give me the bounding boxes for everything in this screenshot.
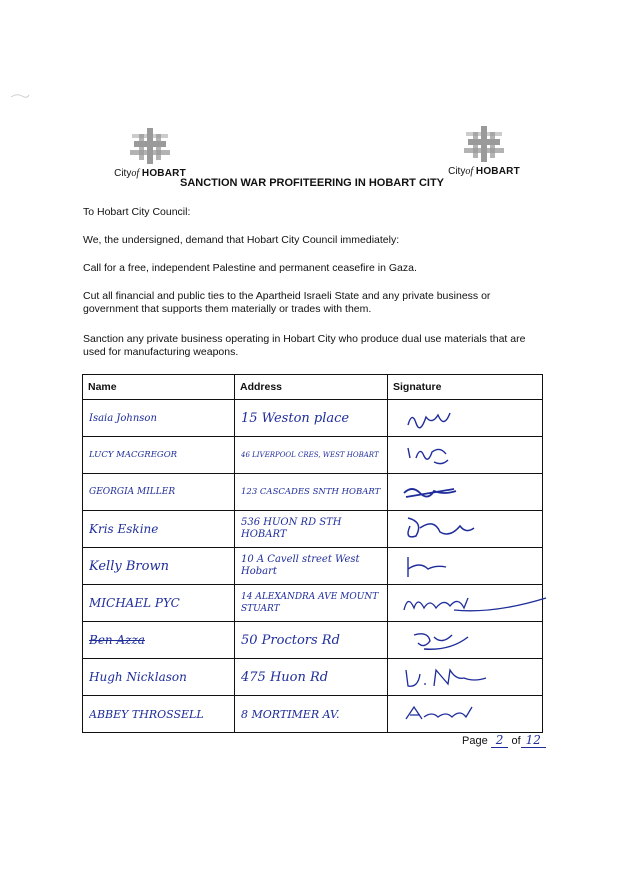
of-label: of	[511, 735, 521, 747]
page-number: 2	[491, 733, 509, 748]
signer-address: 123 CASCADES SNTH HOBART	[241, 486, 381, 497]
logo-caption: Cityof HOBART	[448, 166, 520, 177]
column-header-address: Address	[235, 375, 388, 400]
handwritten-signature	[394, 625, 534, 655]
signer-address: 475 Huon Rd	[241, 669, 329, 685]
petition-title: SANCTION WAR PROFITEERING IN HOBART CITY	[180, 177, 444, 189]
handwritten-signature	[394, 403, 534, 433]
intro-text: We, the undersigned, demand that Hobart City Council immediately:	[83, 234, 400, 246]
table-row	[83, 548, 543, 585]
signer-name: Kelly Brown	[89, 558, 169, 574]
handwritten-signature	[394, 440, 534, 470]
signer-name: MICHAEL PYC	[89, 596, 180, 610]
signer-name: Isaia Johnson	[89, 412, 157, 424]
handwritten-signature	[394, 588, 548, 618]
signer-address: 50 Proctors Rd	[241, 632, 340, 648]
handwritten-signature	[394, 514, 534, 544]
signer-name: Hugh Nicklason	[89, 670, 187, 684]
table-row	[83, 400, 543, 437]
salutation: To Hobart City Council:	[83, 206, 191, 218]
city-of-hobart-logo	[100, 128, 200, 179]
signature-table	[82, 374, 543, 733]
table-row	[83, 437, 543, 474]
hobart-grid-icon	[464, 126, 504, 162]
hobart-grid-icon	[130, 128, 170, 164]
signer-name: Kris Eskine	[89, 522, 159, 536]
signer-address: 46 LIVERPOOL CRES, WEST HOBART	[241, 451, 379, 459]
signer-name: ABBEY THROSSELL	[89, 707, 204, 721]
signer-name: GEORGIA MILLER	[89, 487, 176, 497]
table-row	[83, 659, 543, 696]
page-label: Page	[462, 735, 488, 747]
column-header-signature: Signature	[388, 375, 543, 400]
column-header-name: Name	[83, 375, 235, 400]
signer-address: 15 Weston place	[241, 410, 350, 426]
demand-cut-ties: Cut all financial and public ties to the Apartheid Israeli State and any private business or government that supports them materially or trades with them.	[83, 290, 491, 315]
handwritten-signature	[394, 551, 534, 581]
signer-address: 10 A Cavell street West Hobart	[241, 554, 360, 577]
signer-address: 536 HUON RD STH HOBART	[241, 517, 342, 540]
page-indicator	[462, 733, 546, 748]
table-row	[83, 585, 543, 622]
table-header-row	[83, 375, 543, 400]
demand-ceasefire: Call for a free, independent Palestine and permanent ceasefire in Gaza.	[83, 262, 417, 274]
scan-mark	[10, 92, 30, 100]
signer-name: Ben Azza	[89, 633, 145, 647]
page-total: 12	[521, 733, 546, 748]
demand-sanction: Sanction any private business operating in Hobart City who produce dual use materials that are used for manufacturing weapons.	[83, 333, 526, 358]
signer-address: 14 ALEXANDRA AVE MOUNT STUART	[241, 592, 379, 614]
handwritten-signature	[394, 699, 534, 729]
table-row	[83, 696, 543, 733]
logo-caption: Cityof HOBART	[114, 168, 186, 179]
city-of-hobart-logo-right	[434, 126, 534, 177]
table-row	[83, 511, 543, 548]
table-row	[83, 474, 543, 511]
handwritten-signature	[394, 477, 534, 507]
handwritten-signature	[394, 662, 534, 692]
signer-address: 8 MORTIMER AV.	[241, 707, 340, 721]
table-row	[83, 622, 543, 659]
signer-name: LUCY MACGREGOR	[89, 450, 178, 460]
